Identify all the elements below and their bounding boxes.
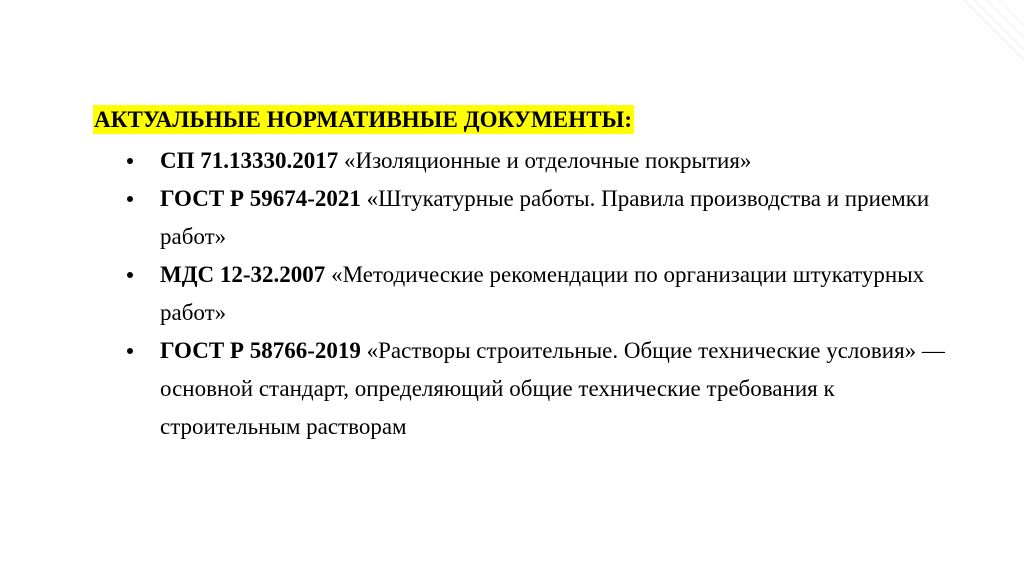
bullet-icon: [127, 158, 133, 164]
list-item: [93, 332, 973, 446]
corner-lines-graphic: [944, 0, 1024, 80]
corner-decoration: [944, 0, 1024, 80]
document-code: СП 71.13330.2017: [160, 148, 339, 173]
document-title: «Растворы строительные. Общие технические условия» — основной стандарт, определяющий общие технические требования к строительным растворам: [160, 338, 945, 439]
bullet-icon: [127, 272, 133, 278]
slide-content: [93, 105, 973, 446]
document-code: ГОСТ Р 59674-2021: [160, 186, 361, 211]
bullet-icon: [127, 196, 133, 202]
document-title: «Штукатурные работы. Правила производства и приемки работ»: [160, 186, 930, 249]
document-title: «Методические рекомендации по организации штукатурных работ»: [160, 262, 925, 325]
document-list: [93, 142, 973, 446]
document-code: МДС 12-32.2007: [160, 262, 326, 287]
list-item: [93, 256, 973, 332]
document-title: «Изоляционные и отделочные покрытия»: [338, 148, 752, 173]
list-item: [93, 180, 973, 256]
bullet-icon: [127, 348, 133, 354]
list-item: [93, 142, 973, 180]
document-code: ГОСТ Р 58766-2019: [160, 338, 361, 363]
slide-heading: АКТУАЛЬНЫЕ НОРМАТИВНЫЕ ДОКУМЕНТЫ:: [94, 107, 633, 132]
